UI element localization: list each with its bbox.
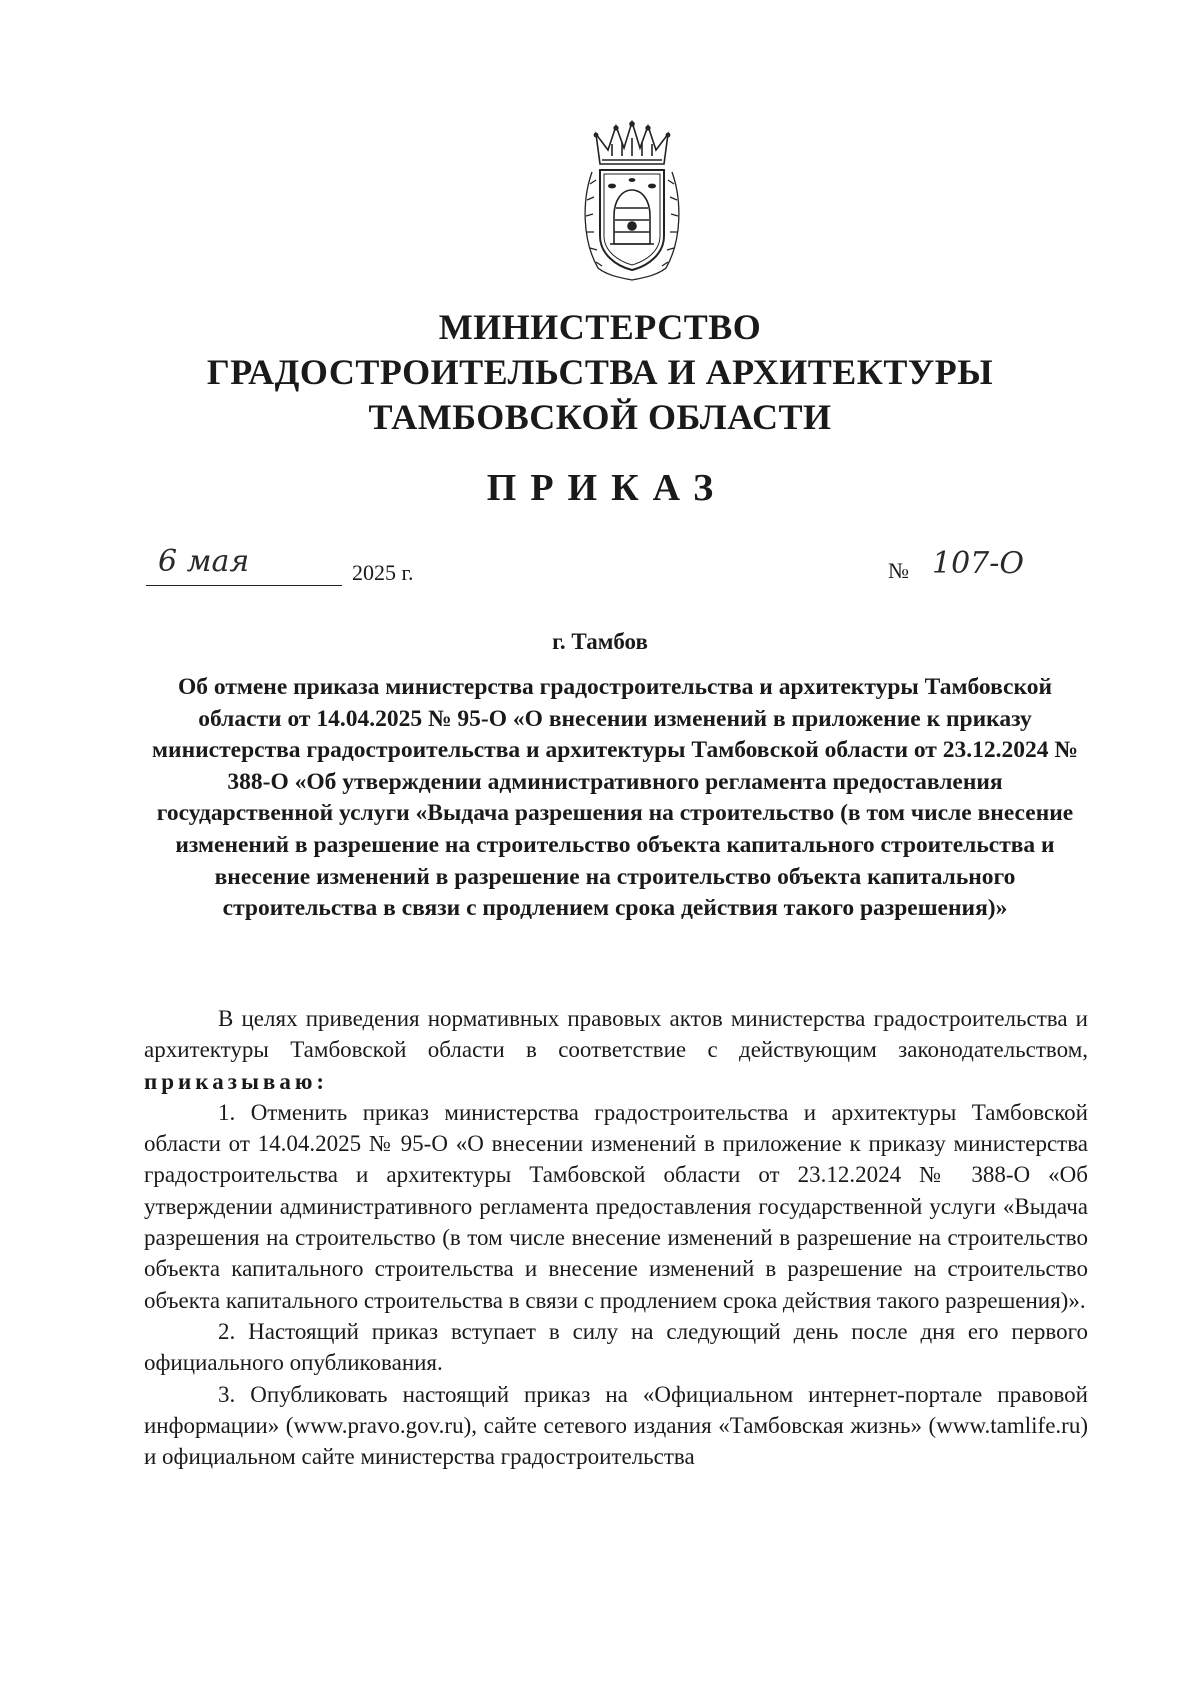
org-line-3: ТАМБОВСКОЙ ОБЛАСТИ (368, 397, 832, 437)
item-3: 3. Опубликовать настоящий приказ на «Официальном интернет-портале правовой информации» (www.pravo.gov.ru), сайте сетевого издания «Тамбовская жизнь» (www.tamlife.ru) и официальном сайте министерства градостроительства (144, 1381, 1088, 1470)
handwritten-number: 107-О (932, 546, 1024, 581)
order-word: приказываю: (144, 1068, 329, 1094)
org-line-2: ГРАДОСТРОИТЕЛЬСТВА И АРХИТЕКТУРЫ (206, 352, 994, 392)
handwritten-date: 6 мая (158, 544, 250, 579)
org-line-1: МИНИСТЕРСТВО (438, 307, 762, 347)
date-year: 2025 г. (352, 560, 414, 585)
document-type-title: ПРИКАЗ (486, 467, 728, 509)
number-label: № (888, 558, 909, 583)
preamble-text: В целях приведения нормативных правовых актов министерства градостроительства и архитектуры Тамбовской области в соответствие с действующим законодательством, (144, 1006, 1088, 1063)
city: г. Тамбов (552, 629, 648, 654)
tambov-coat-of-arms-icon (578, 120, 686, 282)
preamble-paragraph (144, 1003, 1088, 1097)
item-2: 2. Настоящий приказ вступает в силу на следующий день после дня его первого официального опубликования. (144, 1318, 1088, 1376)
document-body (144, 1003, 1088, 1472)
organization-name (150, 305, 1050, 440)
document-subject: Об отмене приказа министерства градостроительства и архитектуры Тамбовской области от 14.04.2025 № 95-О «О внесении изменений в приложение к приказу министерства градостроительства и архитектуры Тамбовской области от 23.12.2024 № 388-О «Об утверждении административного регламента предоставления государственной услуги «Выдача разрешения на строительство (в том числе внесение изменений в разрешение на строительство объекта капитального строительства и внесение изменений в разрешение на строительство объекта капитального строительства в связи с продлением срока действия такого разрешения)» (152, 674, 1078, 922)
item-1: 1. Отменить приказ министерства градостроительства и архитектуры Тамбовской области от 14.04.2025 № 95-О «О внесении изменений в приложение к приказу министерства градостроительства и архитектуры Тамбовской области от 23.12.2024 № 388-О «Об утверждении административного регламента предоставления государственной услуги «Выдача разрешения на строительство (в том числе внесение изменений в разрешение на строительство объекта капитального строительства и внесение изменений в разрешение на строительство объекта капитального строительства в связи с продлением срока действия такого разрешения)». (144, 1099, 1088, 1313)
